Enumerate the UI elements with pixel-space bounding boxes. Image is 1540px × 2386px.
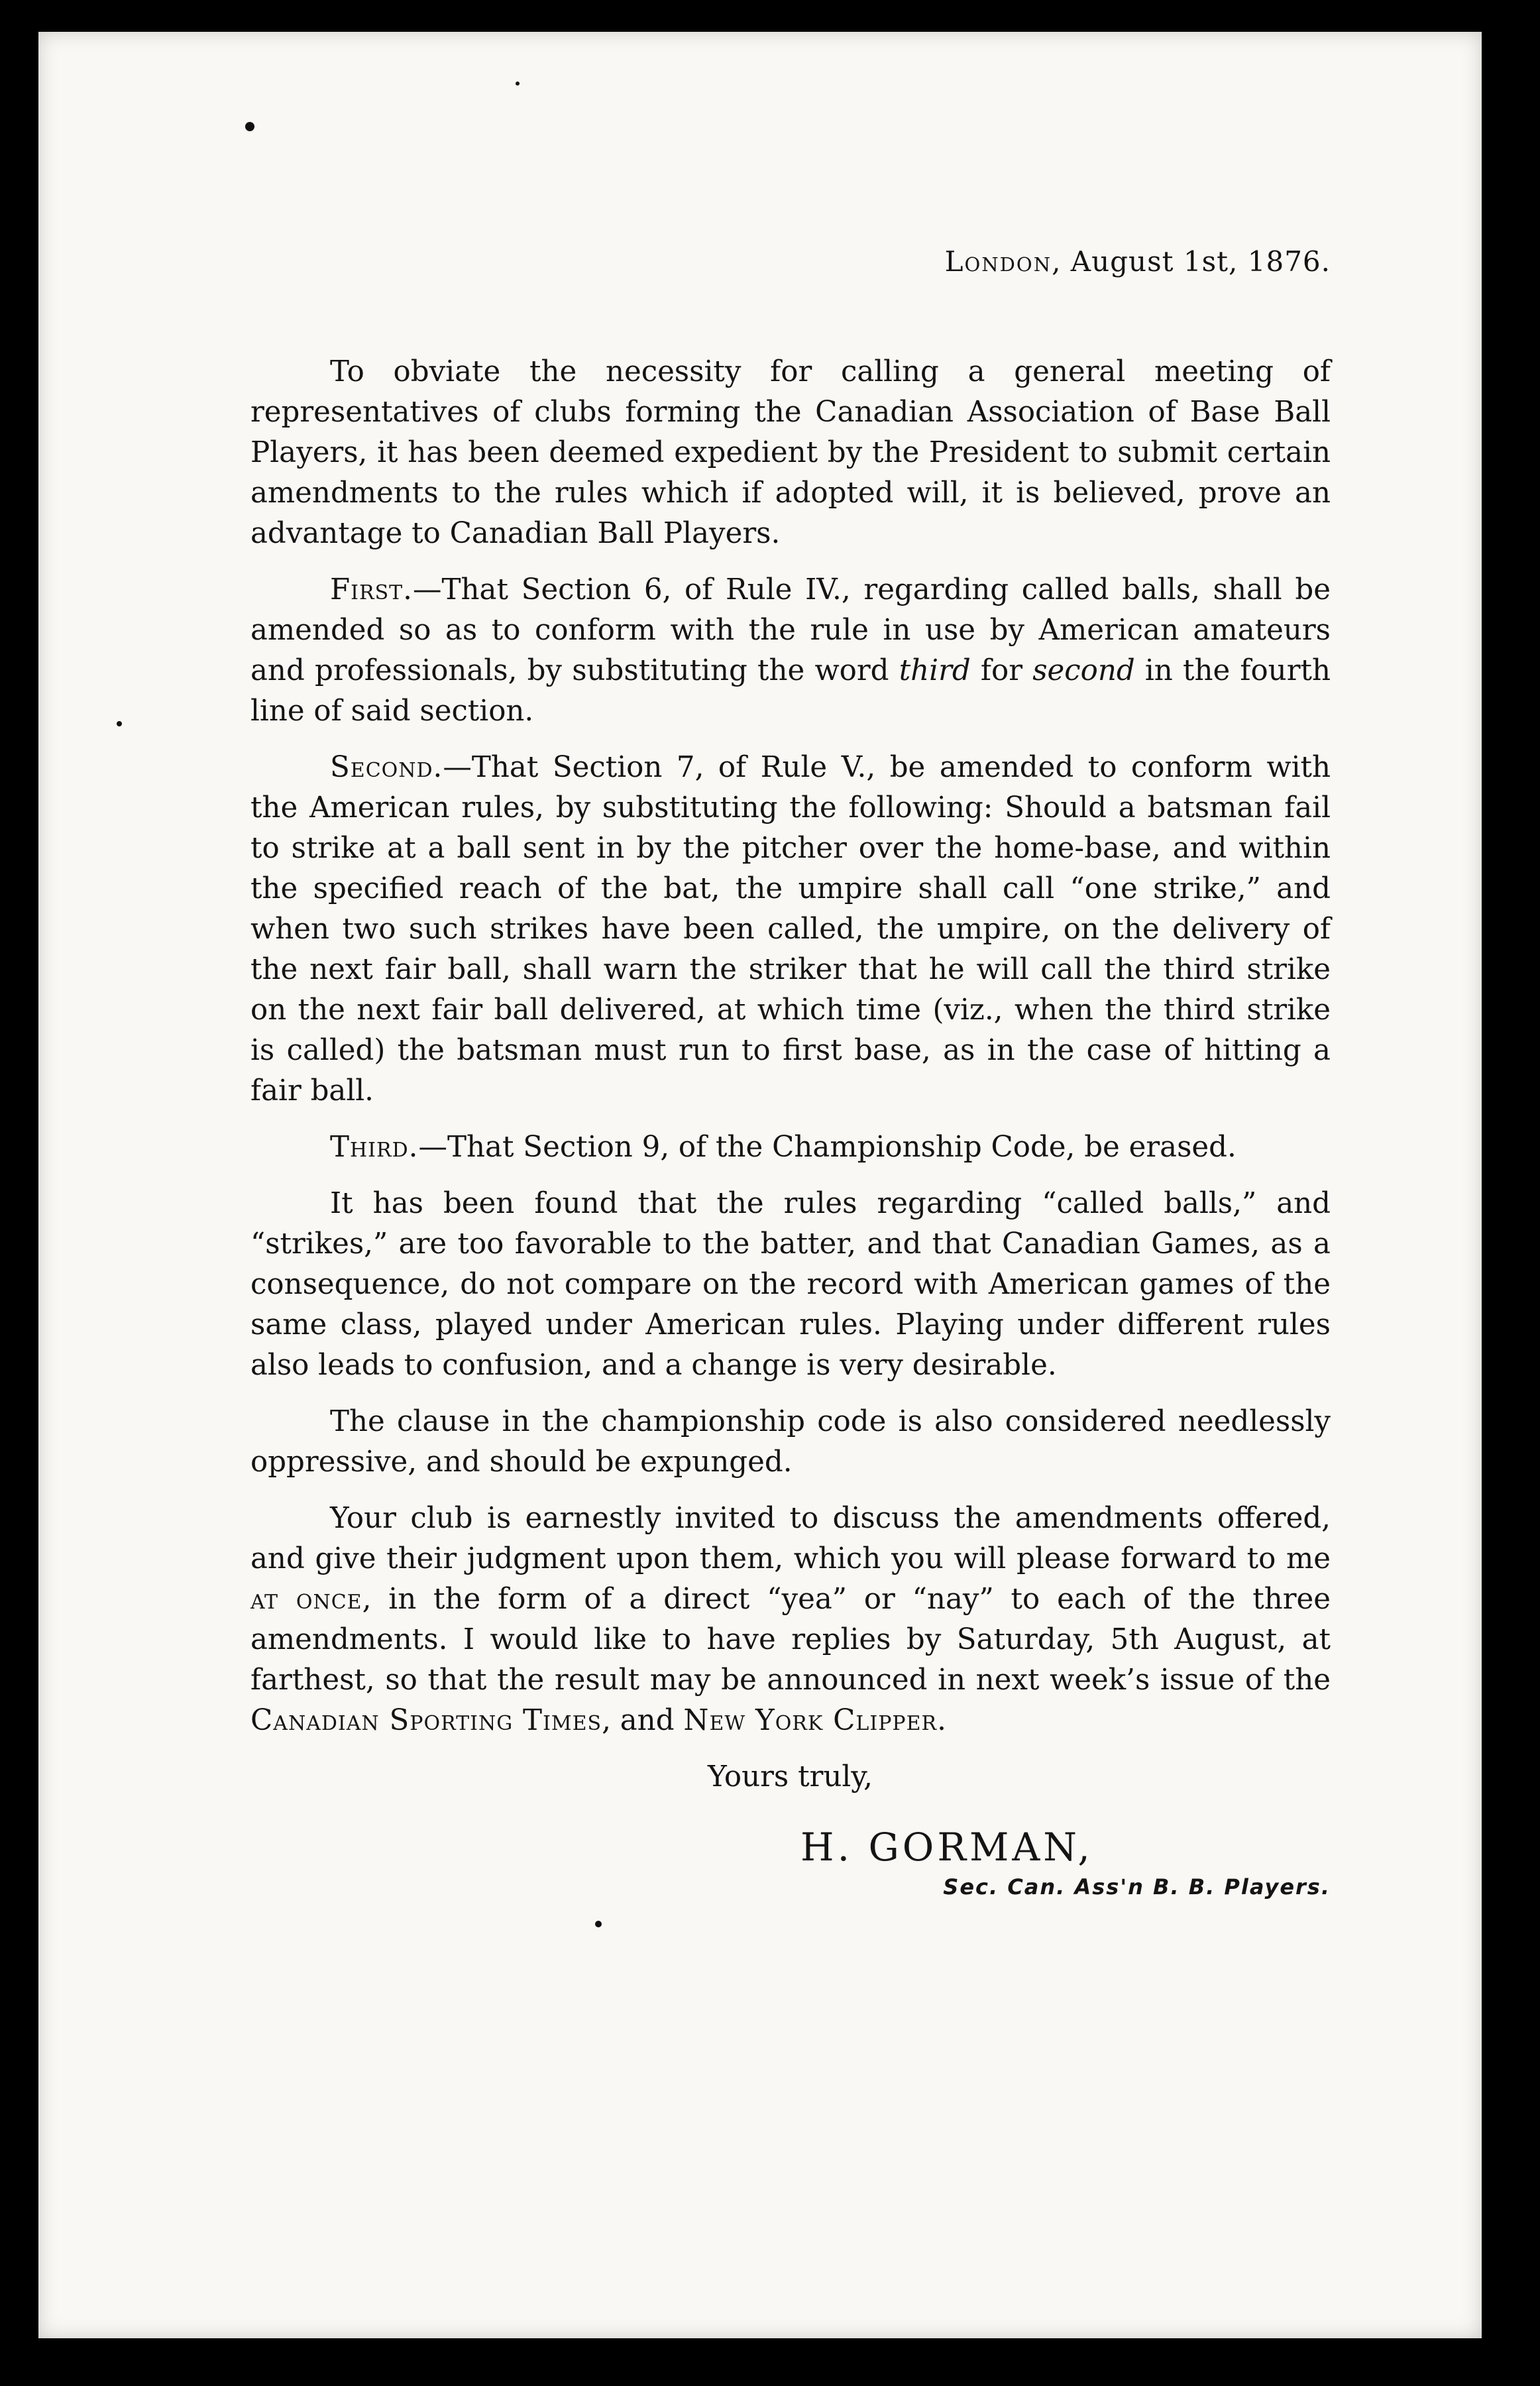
request-text-end: . [937, 1704, 946, 1737]
ink-speck [595, 1921, 602, 1927]
first-label: First. [330, 573, 413, 606]
first-text-start: —That Section 6, of Rule IV., regarding called balls, shall be amended so as to conform with the rule in use by American amateurs and professionals, by substituting the word [250, 573, 1331, 687]
first-word-second: second [1032, 654, 1135, 687]
clause-paragraph: The clause in the championship code is also considered needlessly oppressive, and should be expunged. [250, 1405, 1331, 1479]
ink-speck [516, 82, 520, 85]
first-text-end: in the fourth line of said section. [250, 654, 1331, 728]
signature-name: H. GORMAN, [800, 1825, 1093, 1870]
first-word-third: third [899, 654, 971, 687]
dateline-place: London [944, 245, 1052, 278]
closing-salutation: Yours truly, [708, 1760, 873, 1793]
first-amendment [250, 570, 1331, 732]
third-label: Third. [330, 1131, 419, 1164]
second-amendment [250, 748, 1331, 1111]
intro-paragraph: To obviate the necessity for calling a general meeting of representatives of clubs forming the Canadian Association of Base Ball Players, it has been deemed expedient by the President to submit certain amendments to the rules which if adopted will, it is believed, prove an advantage to Canadian Ball Players. [250, 355, 1331, 550]
request-paragraph [250, 1499, 1331, 1741]
request-emphasis: at once [250, 1583, 362, 1616]
dateline [250, 245, 1331, 278]
ink-speck [117, 721, 122, 726]
request-text-join: , and [602, 1704, 684, 1737]
ink-speck [245, 122, 254, 131]
letter-body [250, 245, 1331, 1900]
second-label: Second. [330, 751, 443, 784]
request-text-middle: , in the form of a direct “yea” or “nay” to each of the three amendments. I would like to have replies by Saturday, 5th August, at farthest, so that the result may be announced in next week’s issue of the [250, 1583, 1331, 1697]
reason-paragraph: It has been found that the rules regarding “called balls,” and “strikes,” are too favorable to the batter, and that Canadian Games, as a consequence, do not compare on the record with American games of the same class, played under American rules. Playing under different rules also leads to confusion, and a change is very desirable. [250, 1187, 1331, 1382]
first-text-middle: for [970, 654, 1033, 687]
request-text-start: Your club is earnestly invited to discuss the amendments offered, and give their judgment upon them, which you will please forward to me [250, 1502, 1331, 1575]
second-text: —That Section 7, of Rule V., be amended to conform with the American rules, by substituting the following: Should a batsman fail to strike at a ball sent in by the pitcher over the home-base, and within the specified reach of the bat, the umpire shall call “one strike,” and when two such strikes have been called, the umpire, on the delivery of the next fair ball, shall warn the striker that he will call the third strike on the next fair ball delivered, at which time (viz., when the third strike is called) the batsman must run to first base, as in the case of hitting a fair ball. [250, 751, 1331, 1108]
signature-title: Sec. Can. Ass'n B. B. Players. [943, 1874, 1331, 1900]
newspaper-name-2: New York Clipper [683, 1704, 938, 1737]
newspaper-name-1: Canadian Sporting Times [250, 1704, 602, 1737]
third-text: —That Section 9, of the Championship Code, be erased. [418, 1131, 1237, 1164]
third-amendment [250, 1127, 1331, 1168]
dateline-date: , August 1st, 1876. [1052, 245, 1331, 278]
